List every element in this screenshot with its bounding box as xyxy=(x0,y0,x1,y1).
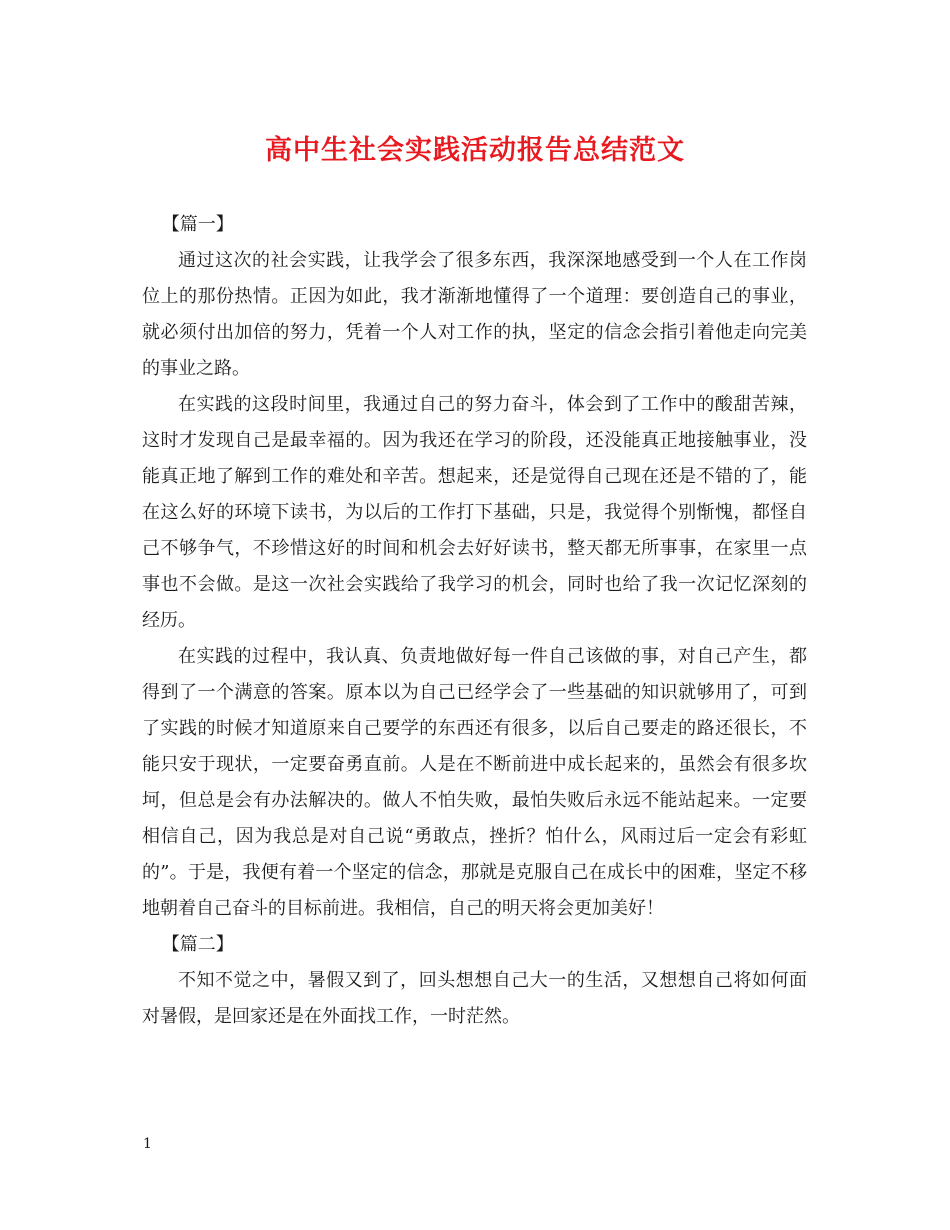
document-body xyxy=(142,207,807,1035)
paragraph: 通过这次的社会实践，让我学会了很多东西，我深深地感受到一个人在工作岗位上的那份热情。正因为如此，我才渐渐地懂得了一个道理：要创造自己的事业，就必须付出加倍的努力，凭着一个人对工作的执，坚定的信念会指引着他走向完美的事业之路。 xyxy=(142,250,807,379)
paragraph: 在实践的过程中，我认真、负责地做好每一件自己该做的事，对自己产生，都得到了一个满意的答案。原本以为自己已经学会了一些基础的知识就够用了，可到了实践的时候才知道原来自己要学的东西还有很多，以后自己要走的路还很长，不能只安于现状，一定要奋勇直前。人是在不断前进中成长起来的，虽然会有很多坎坷，但总是会有办法解决的。做人不怕失败，最怕失败后永远不能站起来。一定要相信自己，因为我总是对自己说“勇敢点，挫折？怕什么，风雨过后一定会有彩虹的”。于是，我便有着一个坚定的信念，那就是克服自己在成长中的困难，坚定不移地朝着自己奋斗的目标前进。我相信，自己的明天将会更加美好！ xyxy=(142,646,807,919)
paragraph: 不知不觉之中，暑假又到了，回头想想自己大一的生活，又想想自己将如何面对暑假，是回家还是在外面找工作，一时茫然。 xyxy=(142,970,807,1027)
page-number: 1 xyxy=(143,1136,152,1152)
document-title: 高中生社会实践活动报告总结范文 xyxy=(265,135,685,166)
paragraph: 在实践的这段时间里，我通过自己的努力奋斗，体会到了工作中的酸甜苦辣，这时才发现自己是最幸福的。因为我还在学习的阶段，还没能真正地接触事业，没能真正地了解到工作的难处和辛苦。想起来，还是觉得自己现在还是不错的了，能在这么好的环境下读书，为以后的工作打下基础，只是，我觉得个别惭愧，都怪自己不够争气，不珍惜这好的时间和机会去好好读书，整天都无所事事，在家里一点事也不会做。是这一次社会实践给了我学习的机会，同时也给了我一次记忆深刻的经历。 xyxy=(142,394,807,631)
section-heading-2: 【篇二】 xyxy=(161,934,234,955)
section-heading-1: 【篇一】 xyxy=(161,214,234,235)
